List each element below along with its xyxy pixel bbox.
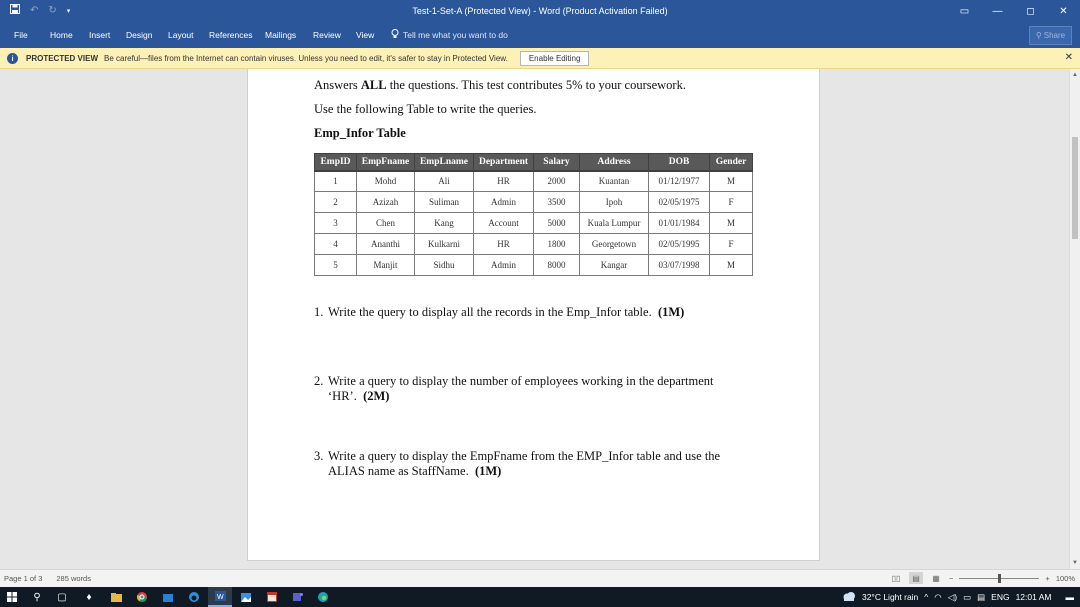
- system-tray: [842, 587, 1080, 607]
- zoom-out-icon[interactable]: −: [949, 573, 954, 583]
- language-indicator[interactable]: ENG: [991, 592, 1010, 602]
- table-cell: 4: [315, 234, 357, 255]
- column-header: Gender: [710, 154, 753, 171]
- store-icon[interactable]: [156, 587, 180, 607]
- search-icon[interactable]: ⚲: [33, 591, 41, 603]
- tab-review[interactable]: Review: [313, 30, 341, 40]
- table-cell: 3: [315, 213, 357, 234]
- table-cell: 03/07/1998: [649, 255, 710, 276]
- question-number: 2.: [314, 374, 324, 388]
- tab-file[interactable]: File: [14, 30, 28, 40]
- table-cell: M: [710, 171, 753, 192]
- table-cell: Account: [474, 213, 534, 234]
- keyboard-icon[interactable]: ▤: [977, 591, 986, 602]
- chevron-up-icon[interactable]: ^: [924, 592, 929, 602]
- undo-icon[interactable]: ↶: [30, 5, 39, 16]
- table-cell: Admin: [474, 192, 534, 213]
- chevron-down-icon[interactable]: ▾: [66, 7, 71, 15]
- minimize-button[interactable]: —: [992, 6, 1003, 17]
- zoom-slider-knob[interactable]: [998, 574, 1001, 583]
- table-cell: Ali: [415, 171, 474, 192]
- chrome-icon[interactable]: [130, 587, 154, 607]
- tab-references[interactable]: References: [209, 30, 253, 40]
- notifications-icon[interactable]: ▬: [1065, 592, 1074, 602]
- tab-home[interactable]: Home: [50, 30, 73, 40]
- protected-view-bar: [0, 48, 1080, 69]
- lightbulb-icon: [391, 29, 399, 41]
- tab-mailings[interactable]: Mailings: [265, 30, 297, 40]
- file-explorer-icon[interactable]: [104, 587, 128, 607]
- edge-icon[interactable]: [182, 587, 206, 607]
- table-cell: 1800: [534, 234, 580, 255]
- table-cell: 8000: [534, 255, 580, 276]
- question-number: 3.: [314, 449, 324, 463]
- column-header: Address: [580, 154, 649, 171]
- question-marks: (2M): [363, 389, 390, 403]
- zoom-slider[interactable]: [959, 572, 1039, 584]
- question-text: Write a query to display the EmpFname from the EMP_Infor table and use the: [328, 449, 721, 463]
- question-2: [314, 374, 754, 404]
- ribbon-tabs: [0, 23, 1080, 48]
- table-row: [315, 213, 753, 234]
- calendar-icon[interactable]: [260, 587, 284, 607]
- wifi-icon[interactable]: ◠: [934, 591, 942, 602]
- protected-view-title: PROTECTED VIEW: [26, 53, 99, 63]
- tab-design[interactable]: Design: [126, 30, 153, 40]
- print-layout-icon[interactable]: ▤: [909, 572, 923, 584]
- table-cell: M: [710, 255, 753, 276]
- volume-icon[interactable]: ◁): [947, 591, 958, 602]
- tell-me-box[interactable]: [391, 29, 508, 41]
- table-cell: F: [710, 192, 753, 213]
- teams-icon[interactable]: [286, 587, 310, 607]
- question-marks: (1M): [657, 305, 685, 319]
- close-button[interactable]: ✕: [1059, 6, 1068, 17]
- emp-infor-table: [314, 153, 753, 276]
- close-icon[interactable]: ✕: [1064, 52, 1073, 63]
- column-header: EmpLname: [415, 154, 474, 171]
- question-marks: (1M): [474, 464, 502, 478]
- table-cell: 01/01/1984: [649, 213, 710, 234]
- word-count[interactable]: 285 words: [56, 574, 91, 583]
- tab-layout[interactable]: Layout: [168, 30, 194, 40]
- question-text-continued: ‘HR’.: [328, 389, 357, 403]
- protected-view-message: Be careful—files from the Internet can contain viruses. Unless you need to edit, it's safer to stay in Protected View.: [104, 53, 508, 63]
- table-cell: 02/05/1995: [649, 234, 710, 255]
- redo-icon[interactable]: ↻: [48, 5, 57, 16]
- table-row: [315, 192, 753, 213]
- taskbar: [0, 587, 1080, 607]
- table-cell: 02/05/1975: [649, 192, 710, 213]
- question-1: [314, 305, 754, 320]
- svg-text:W: W: [216, 594, 224, 601]
- edge-browser-icon[interactable]: [311, 587, 335, 607]
- instruction-text: Use the following Table to write the queries.: [314, 102, 537, 116]
- column-header: Salary: [534, 154, 580, 171]
- question-number: 1.: [314, 305, 324, 319]
- table-cell: 01/12/1977: [649, 171, 710, 192]
- table-cell: 1: [315, 171, 357, 192]
- share-button[interactable]: [1029, 26, 1072, 45]
- table-cell: Chen: [357, 213, 415, 234]
- table-cell: Georgetown: [580, 234, 649, 255]
- status-bar: [0, 569, 1080, 587]
- table-cell: 5: [315, 255, 357, 276]
- web-layout-icon[interactable]: ▦: [932, 573, 940, 583]
- question-3: [314, 449, 754, 479]
- table-row: [315, 171, 753, 192]
- page-count[interactable]: Page 1 of 3: [4, 574, 43, 583]
- intro-text: Answers ALL the questions. This test contributes 5% to your coursework.: [314, 78, 686, 92]
- table-cell: 3500: [534, 192, 580, 213]
- battery-icon[interactable]: ▭: [963, 591, 972, 602]
- info-icon: i: [7, 53, 18, 64]
- tab-insert[interactable]: Insert: [89, 30, 111, 40]
- table-cell: Admin: [474, 255, 534, 276]
- vertical-scrollbar[interactable]: [1069, 69, 1080, 569]
- word-icon[interactable]: [208, 587, 232, 607]
- table-cell: HR: [474, 171, 534, 192]
- person-icon: ⚲: [1035, 31, 1042, 40]
- tab-view[interactable]: View: [356, 30, 375, 40]
- table-cell: M: [710, 213, 753, 234]
- table-cell: Suliman: [415, 192, 474, 213]
- cloud-icon[interactable]: [842, 592, 856, 603]
- table-cell: 2: [315, 192, 357, 213]
- table-cell: Mohd: [357, 171, 415, 192]
- table-cell: Sidhu: [415, 255, 474, 276]
- share-label: Share: [1043, 31, 1066, 40]
- question-text: Write the query to display all the records in the Emp_Infor table.: [328, 305, 652, 319]
- clock[interactable]: 12:01 AM: [1015, 592, 1052, 602]
- table-title: Emp_Infor Table: [314, 126, 406, 140]
- weather-text[interactable]: 32°C Light rain: [861, 592, 919, 602]
- zoom-level[interactable]: 100%: [1055, 573, 1075, 583]
- tell-me-label: Tell me what you want to do: [403, 30, 508, 40]
- title-bar: [0, 0, 1080, 23]
- photos-icon[interactable]: [234, 587, 258, 607]
- column-header: DOB: [649, 154, 710, 171]
- scroll-up-icon[interactable]: ▲: [1072, 72, 1078, 78]
- table-cell: Ananthi: [357, 234, 415, 255]
- table-row: [315, 255, 753, 276]
- document-page: [247, 69, 820, 561]
- table-row: [315, 234, 753, 255]
- enable-editing-button[interactable]: Enable Editing: [520, 51, 590, 66]
- document-area: [0, 69, 1069, 569]
- windows-start-icon[interactable]: [0, 587, 24, 607]
- window-title: Test-1-Set-A (Protected View) - Word (Product Activation Failed): [412, 6, 668, 16]
- scrollbar-thumb[interactable]: [1072, 137, 1078, 239]
- table-cell: Kuala Lumpur: [580, 213, 649, 234]
- column-header: Department: [474, 154, 534, 171]
- table-cell: Kang: [415, 213, 474, 234]
- table-cell: Kulkarni: [415, 234, 474, 255]
- scroll-down-icon[interactable]: ▼: [1072, 560, 1078, 566]
- question-text-continued: ALIAS name as StaffName.: [328, 464, 469, 478]
- table-cell: Ipoh: [580, 192, 649, 213]
- table-cell: Manjit: [357, 255, 415, 276]
- table-cell: HR: [474, 234, 534, 255]
- task-view-icon[interactable]: ▢: [57, 591, 67, 603]
- ribbon-display-options-button[interactable]: ▭: [959, 6, 970, 17]
- zoom-in-icon[interactable]: +: [1045, 573, 1050, 583]
- question-text: Write a query to display the number of employees working in the department: [328, 374, 714, 388]
- table-header-row: [315, 154, 753, 171]
- table-cell: Kuantan: [580, 171, 649, 192]
- table-cell: Kangar: [580, 255, 649, 276]
- table-cell: F: [710, 234, 753, 255]
- maximize-button[interactable]: ◻: [1026, 6, 1035, 17]
- column-header: EmpID: [315, 154, 357, 171]
- app-icon[interactable]: ♦: [86, 591, 92, 603]
- table-cell: 5000: [534, 213, 580, 234]
- table-cell: Azizah: [357, 192, 415, 213]
- column-header: EmpFname: [357, 154, 415, 171]
- read-mode-icon[interactable]: ▯▯: [891, 573, 901, 583]
- table-cell: 2000: [534, 171, 580, 192]
